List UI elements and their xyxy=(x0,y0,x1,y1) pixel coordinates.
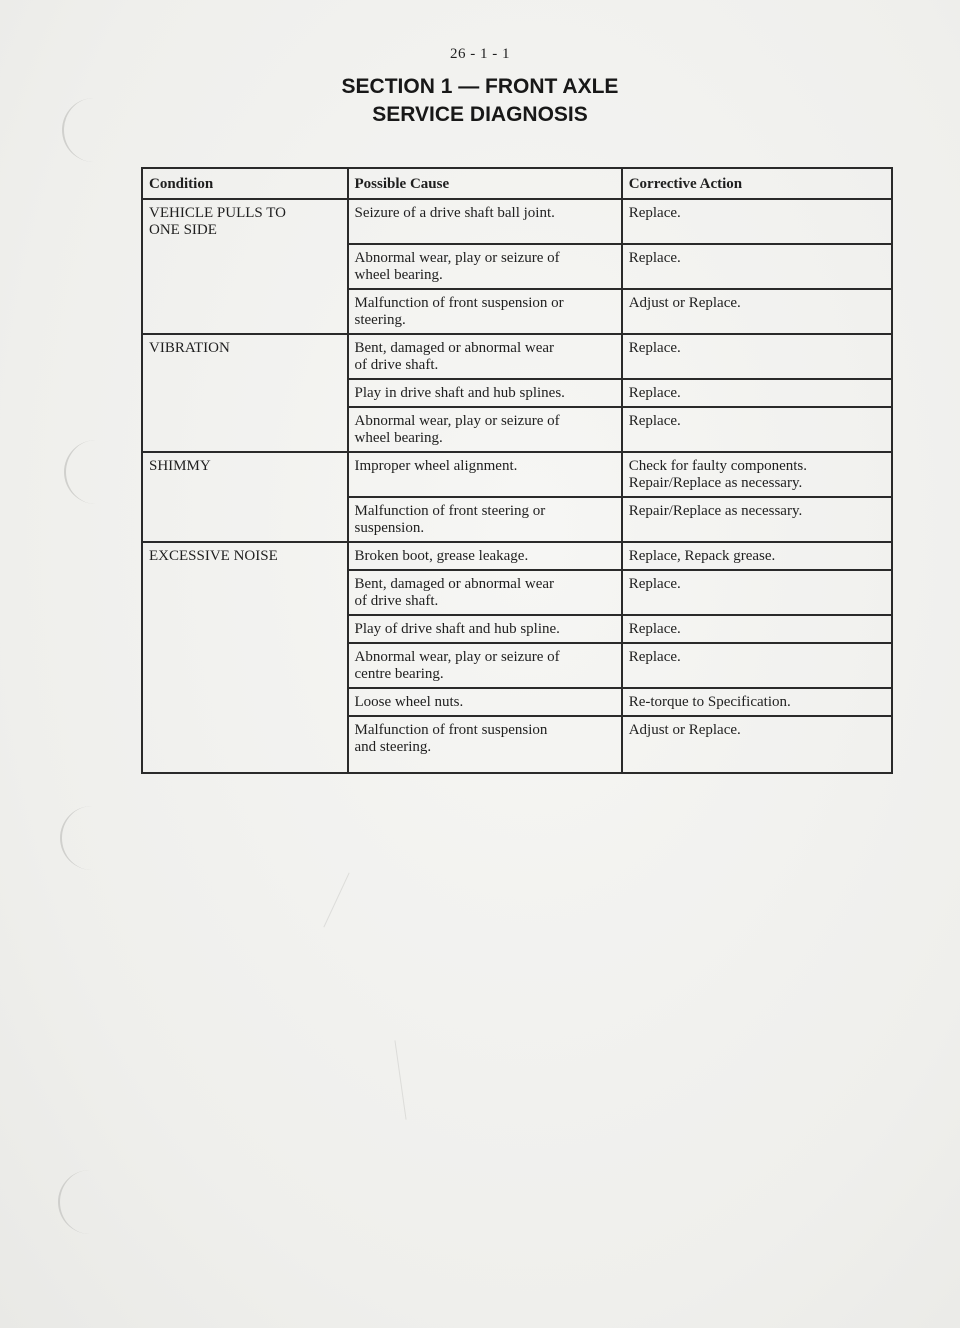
cause-cell xyxy=(348,542,622,570)
cause-cell xyxy=(348,452,622,497)
action-cell xyxy=(622,289,892,334)
condition-cell xyxy=(142,452,348,542)
cause-text: Broken boot, grease leakage. xyxy=(354,548,529,564)
section-title xyxy=(0,73,960,129)
action-cell xyxy=(622,244,892,289)
action-cell xyxy=(622,542,892,570)
action-text: Replace. xyxy=(628,340,681,356)
cause-text: Bent, damaged or abnormal wear of drive shaft. xyxy=(354,340,555,373)
section-title-line-1: SECTION 1 — FRONT AXLE xyxy=(341,75,619,98)
cause-cell xyxy=(348,688,622,716)
condition-cell xyxy=(142,542,348,773)
header-possible-cause: Possible Cause xyxy=(348,168,622,199)
action-text: Replace. xyxy=(628,576,681,592)
condition-cell xyxy=(142,199,348,334)
cause-text: Abnormal wear, play or seizure of centre bearing. xyxy=(354,649,560,682)
header-corrective-action: Corrective Action xyxy=(622,168,892,199)
condition-text: VEHICLE PULLS TO ONE SIDE xyxy=(149,205,286,238)
action-cell xyxy=(622,379,892,407)
cause-cell xyxy=(348,244,622,289)
cause-cell xyxy=(348,615,622,643)
action-text: Replace, Repack grease. xyxy=(628,548,776,564)
action-cell xyxy=(622,497,892,542)
cause-text: Improper wheel alignment. xyxy=(354,458,518,474)
condition-text: EXCESSIVE NOISE xyxy=(149,548,278,564)
condition-text: SHIMMY xyxy=(149,458,211,474)
action-cell xyxy=(622,688,892,716)
action-cell xyxy=(622,407,892,452)
action-cell xyxy=(622,199,892,244)
cause-text: Play of drive shaft and hub spline. xyxy=(354,621,560,637)
cause-text: Play in drive shaft and hub splines. xyxy=(354,385,565,401)
pencil-mark xyxy=(394,1040,406,1119)
binder-hole-upper-middle xyxy=(64,440,112,504)
cause-text: Abnormal wear, play or seizure of wheel bearing. xyxy=(354,250,560,283)
action-cell xyxy=(622,570,892,615)
action-text: Adjust or Replace. xyxy=(628,722,741,738)
action-text: Re-torque to Specification. xyxy=(628,694,791,710)
action-text: Replace. xyxy=(628,413,681,429)
action-cell xyxy=(622,615,892,643)
binder-hole-lower-middle xyxy=(60,806,108,870)
cause-text: Loose wheel nuts. xyxy=(354,694,464,710)
cause-text: Seizure of a drive shaft ball joint. xyxy=(354,205,555,221)
cause-text: Abnormal wear, play or seizure of wheel bearing. xyxy=(354,413,560,446)
cause-text: Bent, damaged or abnormal wear of drive shaft. xyxy=(354,576,555,609)
page-number: 26 - 1 - 1 xyxy=(450,46,510,62)
cause-cell xyxy=(348,289,622,334)
cause-text: Malfunction of front steering or suspension. xyxy=(354,503,546,536)
condition-text: VIBRATION xyxy=(149,340,230,356)
cause-text: Malfunction of front suspension and steering. xyxy=(354,722,548,755)
action-cell xyxy=(622,716,892,773)
cause-cell xyxy=(348,570,622,615)
binder-hole-bottom xyxy=(58,1170,106,1234)
cause-cell xyxy=(348,407,622,452)
action-text: Replace. xyxy=(628,649,681,665)
cause-cell xyxy=(348,643,622,688)
table-row xyxy=(142,452,892,497)
action-text: Replace. xyxy=(628,205,681,221)
cause-cell xyxy=(348,497,622,542)
table-header-row xyxy=(142,168,892,199)
action-text: Replace. xyxy=(628,385,681,401)
table-row xyxy=(142,542,892,570)
cause-cell xyxy=(348,334,622,379)
table-row xyxy=(142,334,892,379)
action-cell xyxy=(622,334,892,379)
header-condition: Condition xyxy=(142,168,348,199)
service-diagnosis-table xyxy=(141,167,893,774)
table-row xyxy=(142,199,892,244)
action-text: Replace. xyxy=(628,621,681,637)
cause-cell xyxy=(348,716,622,773)
action-text: Check for faulty components. Repair/Replace as necessary. xyxy=(628,458,807,491)
cause-text: Malfunction of front suspension or steering. xyxy=(354,295,564,328)
action-cell xyxy=(622,452,892,497)
action-cell xyxy=(622,643,892,688)
cause-cell xyxy=(348,379,622,407)
cause-cell xyxy=(348,199,622,244)
action-text: Replace. xyxy=(628,250,681,266)
pencil-mark xyxy=(323,873,349,928)
action-text: Repair/Replace as necessary. xyxy=(628,503,803,519)
section-title-line-2: SERVICE DIAGNOSIS xyxy=(372,103,588,126)
condition-cell xyxy=(142,334,348,452)
action-text: Adjust or Replace. xyxy=(628,295,741,311)
